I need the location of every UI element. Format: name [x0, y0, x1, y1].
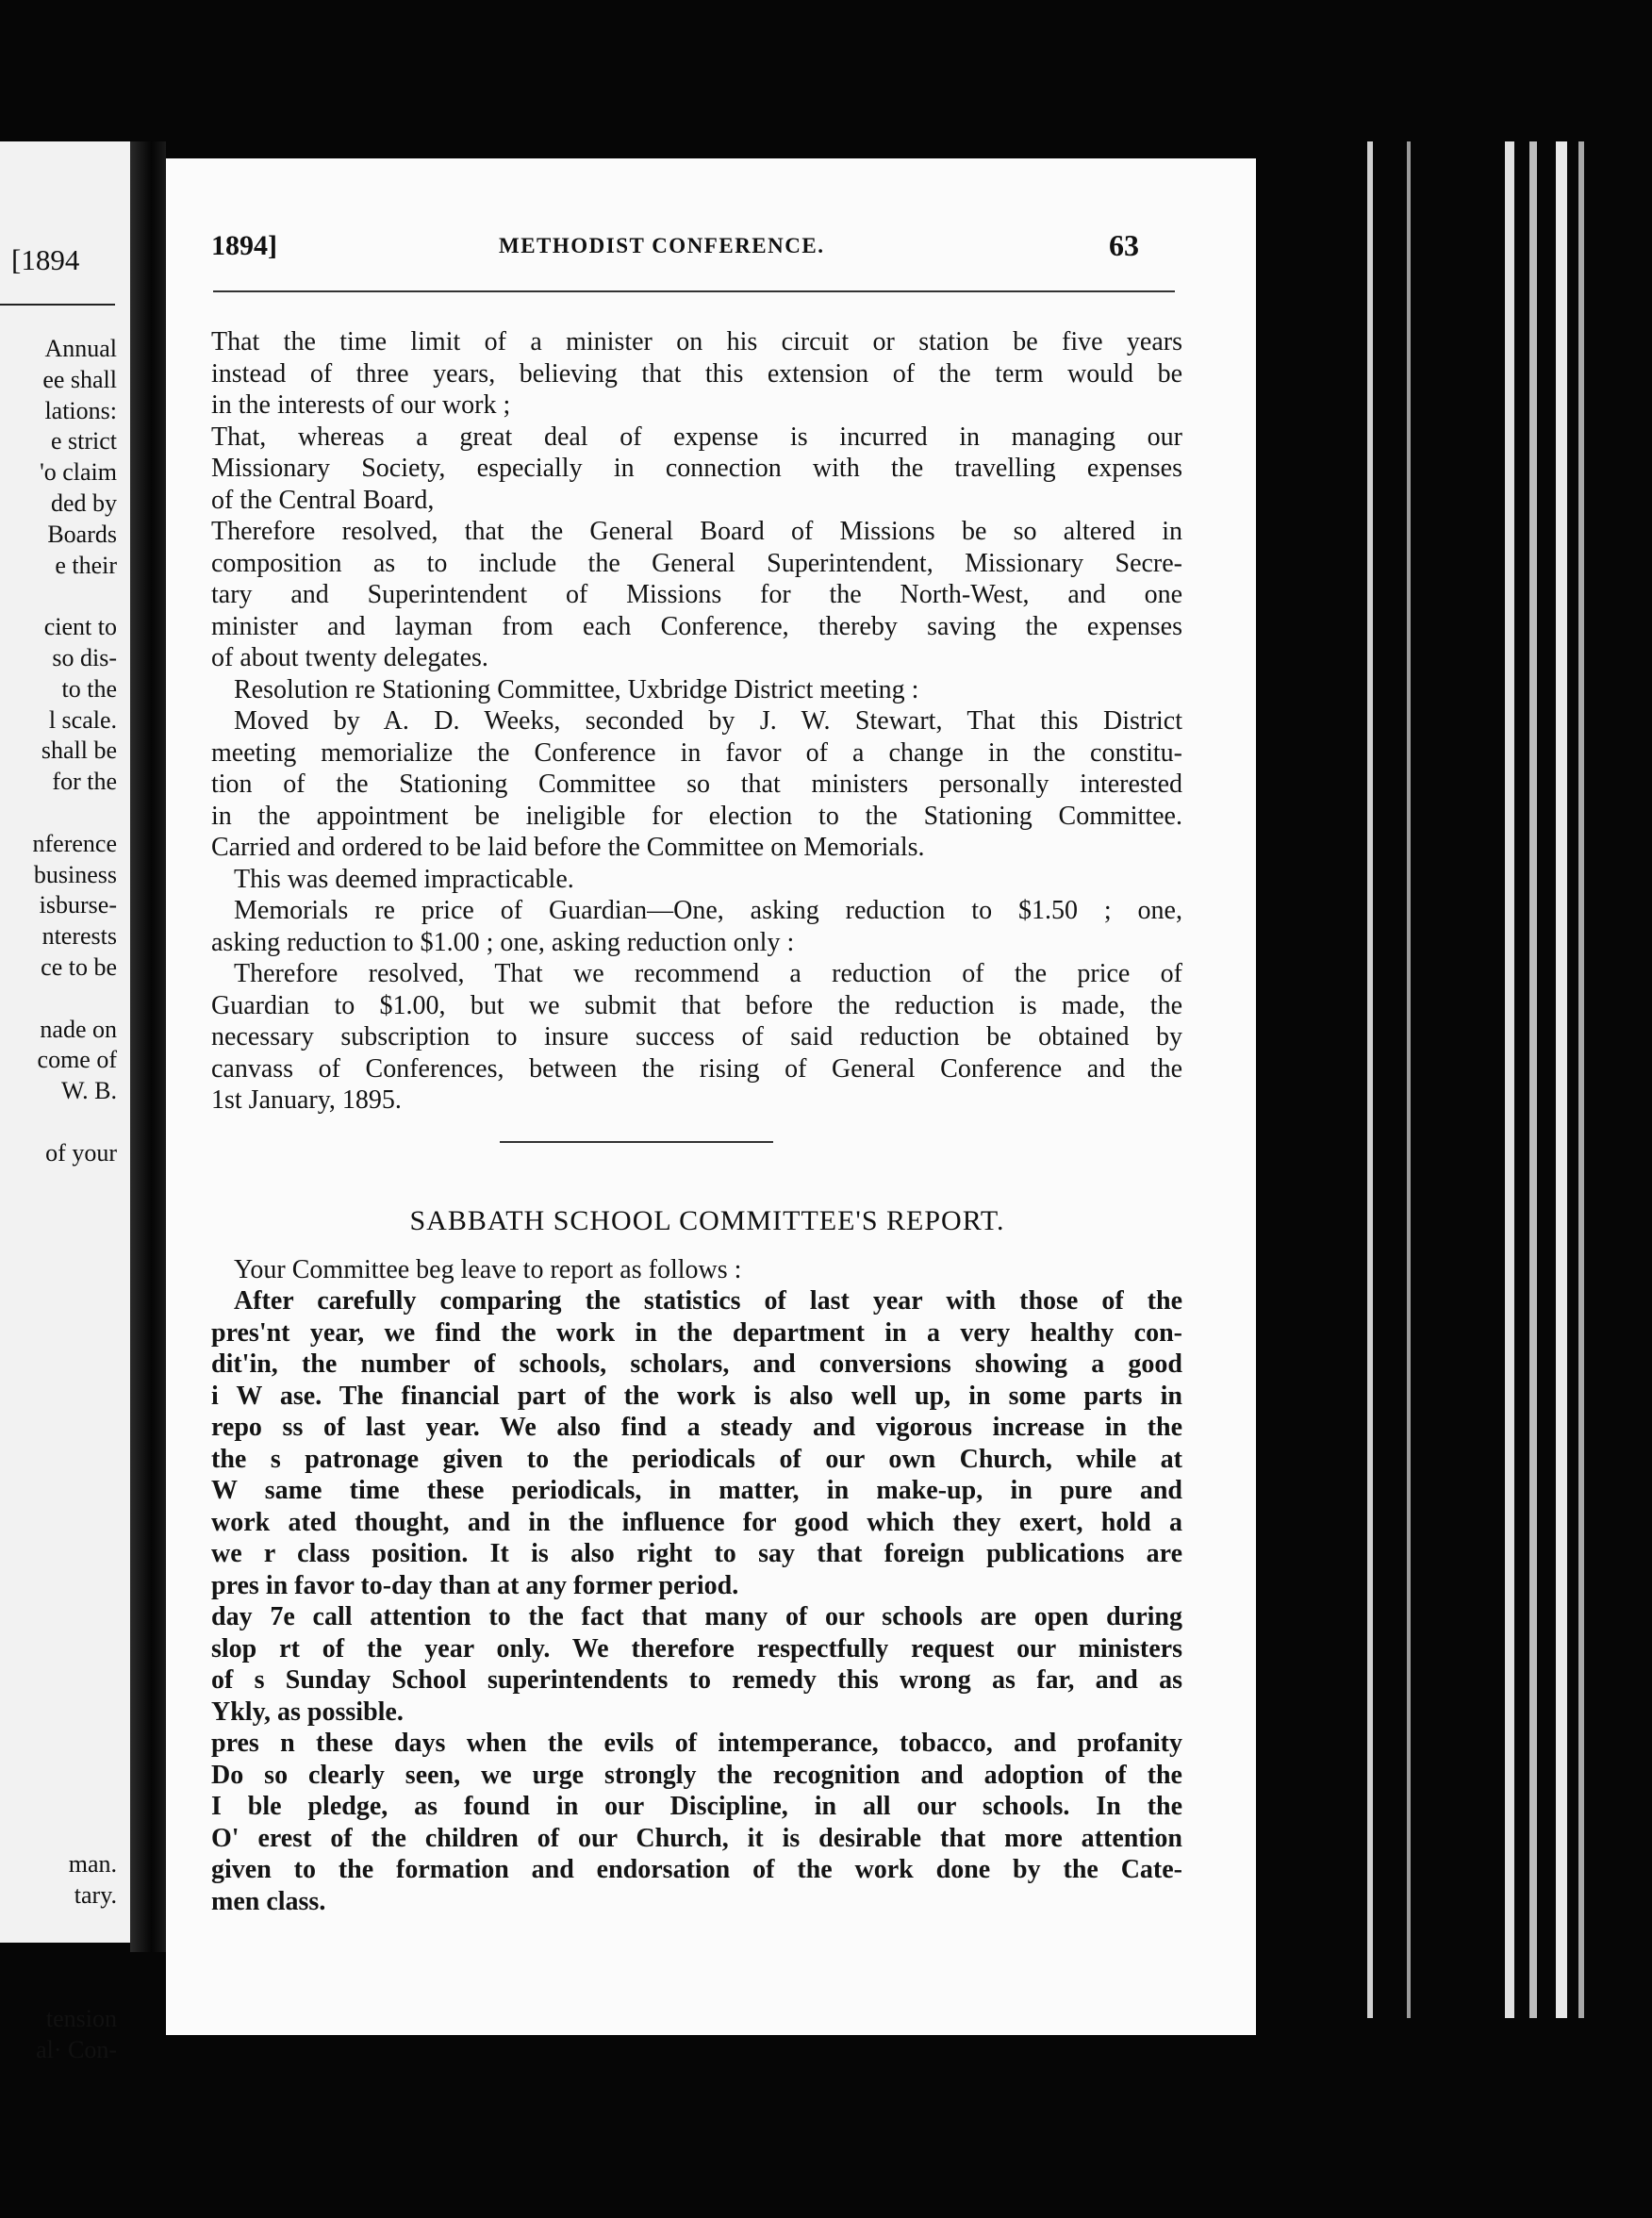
header-year: 1894] — [211, 230, 277, 261]
left-page-line — [0, 1263, 117, 1294]
left-page-line — [0, 985, 117, 1016]
text-line: work ated thought, and in the influence for good which they exert, hold a — [211, 1507, 1182, 1537]
text-line: of the Central Board, — [211, 485, 435, 515]
left-page-line — [0, 1108, 117, 1139]
left-page-line — [0, 1417, 117, 1448]
left-page-line — [0, 1479, 117, 1510]
text-line: in the appointment be ineligible for election to the Stationing Committee. — [211, 801, 1182, 831]
left-page-line — [0, 1633, 117, 1664]
text-line: tion of the Stationing Committee so that ministers personally interested — [211, 770, 1182, 799]
running-title: METHODIST CONFERENCE. — [499, 234, 825, 257]
left-page-line: business — [33, 860, 117, 888]
text-line: the s patronage given to the periodicals of our own Church, while at — [211, 1444, 1182, 1474]
left-page-line — [0, 1664, 117, 1696]
left-page-line: man. — [68, 1850, 117, 1879]
left-page-line: e their — [55, 551, 117, 579]
left-page-line: al· Con- — [36, 2035, 117, 2063]
left-page-line: shall be — [41, 737, 117, 765]
body-text — [211, 326, 1182, 1917]
text-line: pres'nt year, we find the work in the department in a very healthy con- — [211, 1317, 1182, 1348]
left-page-line: isburse- — [39, 891, 117, 919]
text-line: composition as to include the General Superintendent, Missionary Secre- — [211, 548, 1182, 578]
text-line: i W ase. The financial part of the work is also well up, in some parts in — [211, 1381, 1182, 1411]
text-line: Therefore resolved, that the General Board of Missions be so altered in — [211, 517, 1182, 546]
left-page-line: cient to — [43, 613, 117, 641]
left-page-line: Boards — [47, 520, 117, 548]
left-page-line: tary. — [74, 1880, 117, 1909]
text-line: O' erest of the children of our Church, it is desirable that more attention — [211, 1823, 1182, 1853]
page-edge-strip — [1556, 141, 1567, 2018]
text-line: Guardian to $1.00, but we submit that before the reduction is made, the — [211, 990, 1182, 1020]
text-line: Your Committee beg leave to report as follows : — [234, 1254, 742, 1284]
page-header — [166, 230, 1256, 268]
left-page-header: [1894 — [11, 243, 80, 276]
page-number: 63 — [1109, 228, 1139, 262]
left-page-line — [0, 1355, 117, 1386]
left-page-line: W. B. — [61, 1077, 117, 1105]
left-page-line — [0, 1541, 117, 1572]
text-line: Do so clearly seen, we urge strongly the recognition and adoption of the — [211, 1760, 1182, 1790]
left-page-line — [0, 1325, 117, 1356]
text-line: Carried and ordered to be laid before the Committee on Memorials. — [211, 833, 925, 862]
text-line: of about twenty delegates. — [211, 643, 488, 672]
left-page-line: of your — [45, 1138, 117, 1167]
left-page-line — [0, 1727, 117, 1758]
text-line: instead of three years, believing that this extension of the term would be — [211, 358, 1182, 389]
text-line: tary and Superintendent of Missions for the North-West, and one — [211, 580, 1182, 609]
left-page-line: come of — [37, 1046, 117, 1074]
left-page-line — [0, 799, 117, 830]
text-line: pres n these days when the evils of intemperance, tobacco, and profanity — [211, 1729, 1182, 1758]
left-page-line: ee shall — [42, 365, 117, 393]
text-line: Missionary Society, especially in connection with the travelling expenses — [211, 454, 1182, 483]
left-page-line — [0, 1603, 117, 1634]
left-page-line — [0, 1170, 117, 1201]
left-page-line — [0, 1943, 117, 1974]
text-line: asking reduction to $1.00 ; one, asking reduction only : — [211, 927, 795, 957]
text-line: 1st January, 1895. — [211, 1085, 402, 1115]
left-page-text — [0, 335, 117, 2067]
text-line: dit'in, the number of schools, scholars, and conversions showing a good — [211, 1349, 1182, 1379]
left-page-line — [0, 1294, 117, 1325]
left-page-line: nference — [32, 829, 117, 857]
left-page-line — [0, 1448, 117, 1480]
left-page-line: l scale. — [48, 705, 117, 734]
text-line: Resolution re Stationing Committee, Uxbridge District meeting : — [234, 674, 919, 704]
left-page-line: 'o claim — [40, 458, 117, 487]
left-page-line — [0, 1819, 117, 1850]
left-page-line: to the — [61, 674, 117, 703]
text-line: slop rt of the year only. We therefore respectfully request our ministers — [211, 1633, 1182, 1664]
text-line: This was deemed impracticable. — [234, 864, 574, 894]
left-page-line: ce to be — [41, 952, 117, 981]
left-page-line: ded by — [50, 488, 117, 517]
section-heading: SABBATH SCHOOL COMMITTEE'S REPORT. — [409, 1204, 1005, 1236]
book-page-edges — [1256, 141, 1652, 2028]
text-line: of s Sunday School superintendents to remedy this wrong as far, and as — [211, 1665, 1182, 1695]
left-page-line — [0, 1200, 117, 1232]
text-line: necessary subscription to insure success of said reduction be obtained by — [211, 1022, 1182, 1051]
page-edge-strip — [1367, 141, 1373, 2018]
text-line: meeting memorialize the Conference in favor of a change in the constitu- — [211, 737, 1182, 768]
left-facing-page — [0, 141, 130, 2063]
page-edge-strip — [1578, 141, 1584, 2018]
left-page-line: nterests — [41, 922, 117, 951]
left-page-line — [0, 1696, 117, 1727]
left-page-line: so dis- — [52, 643, 117, 671]
left-page-line — [0, 582, 117, 613]
text-line: pres in favor to-day than at any former period. — [211, 1570, 739, 1600]
left-page-line — [0, 1788, 117, 1819]
text-line: W same time these periodicals, in matter, in make-up, in pure and — [211, 1476, 1182, 1505]
text-line: Memorials re price of Guardian—One, asking reduction to $1.50 ; one, — [234, 896, 1182, 925]
left-page-line: tension — [45, 2005, 117, 2033]
text-line: Moved by A. D. Weeks, seconded by J. W. Stewart, That this District — [234, 706, 1182, 736]
left-page-line — [0, 1572, 117, 1603]
text-line: I ble pledge, as found in our Discipline, in all our schools. In the — [211, 1792, 1182, 1821]
text-line: minister and layman from each Conference, thereby saving the expenses — [211, 611, 1182, 641]
text-line: Therefore resolved, That we recommend a reduction of the price of — [234, 959, 1182, 988]
text-line: day 7e call attention to the fact that many of our schools are open during — [211, 1602, 1182, 1631]
left-page-line — [0, 1510, 117, 1541]
section-separator — [500, 1141, 773, 1143]
text-line: That the time limit of a minister on his circuit or station be five years — [211, 327, 1182, 356]
left-page-line — [0, 1758, 117, 1789]
text-line: After carefully comparing the statistics of last year with those of the — [234, 1286, 1182, 1316]
text-line: repo ss of last year. We also find a steady and vigorous increase in the — [211, 1413, 1182, 1442]
page-edge-strip — [1407, 141, 1411, 2018]
text-line: given to the formation and endorsation of the work done by the Cate- — [211, 1855, 1182, 1884]
book-gutter — [130, 141, 166, 1952]
left-page-line: for the — [52, 768, 117, 796]
header-rule — [213, 290, 1175, 292]
main-page — [166, 158, 1256, 2035]
text-line: That, whereas a great deal of expense is incurred in managing our — [211, 422, 1182, 452]
text-line: in the interests of our work ; — [211, 390, 511, 420]
page-edge-strip — [1505, 141, 1514, 2018]
left-page-line — [0, 1386, 117, 1417]
left-page-line — [0, 1232, 117, 1263]
page-edge-strip — [1529, 141, 1537, 2018]
left-page-line: e strict — [50, 427, 117, 455]
left-header-rule — [0, 304, 115, 306]
text-line: men class. — [211, 1886, 326, 1916]
left-page-line — [0, 1912, 117, 1944]
left-page-line: lations: — [44, 396, 117, 424]
left-page-line — [0, 1974, 117, 2005]
left-page-line: nade on — [40, 1015, 117, 1043]
text-line: we r class position. It is also right to say that foreign publications are — [211, 1539, 1182, 1568]
left-page-line: Annual — [44, 335, 117, 362]
text-line: Ykly, as possible. — [211, 1697, 404, 1727]
text-line: canvass of Conferences, between the rising of General Conference and the — [211, 1053, 1182, 1084]
